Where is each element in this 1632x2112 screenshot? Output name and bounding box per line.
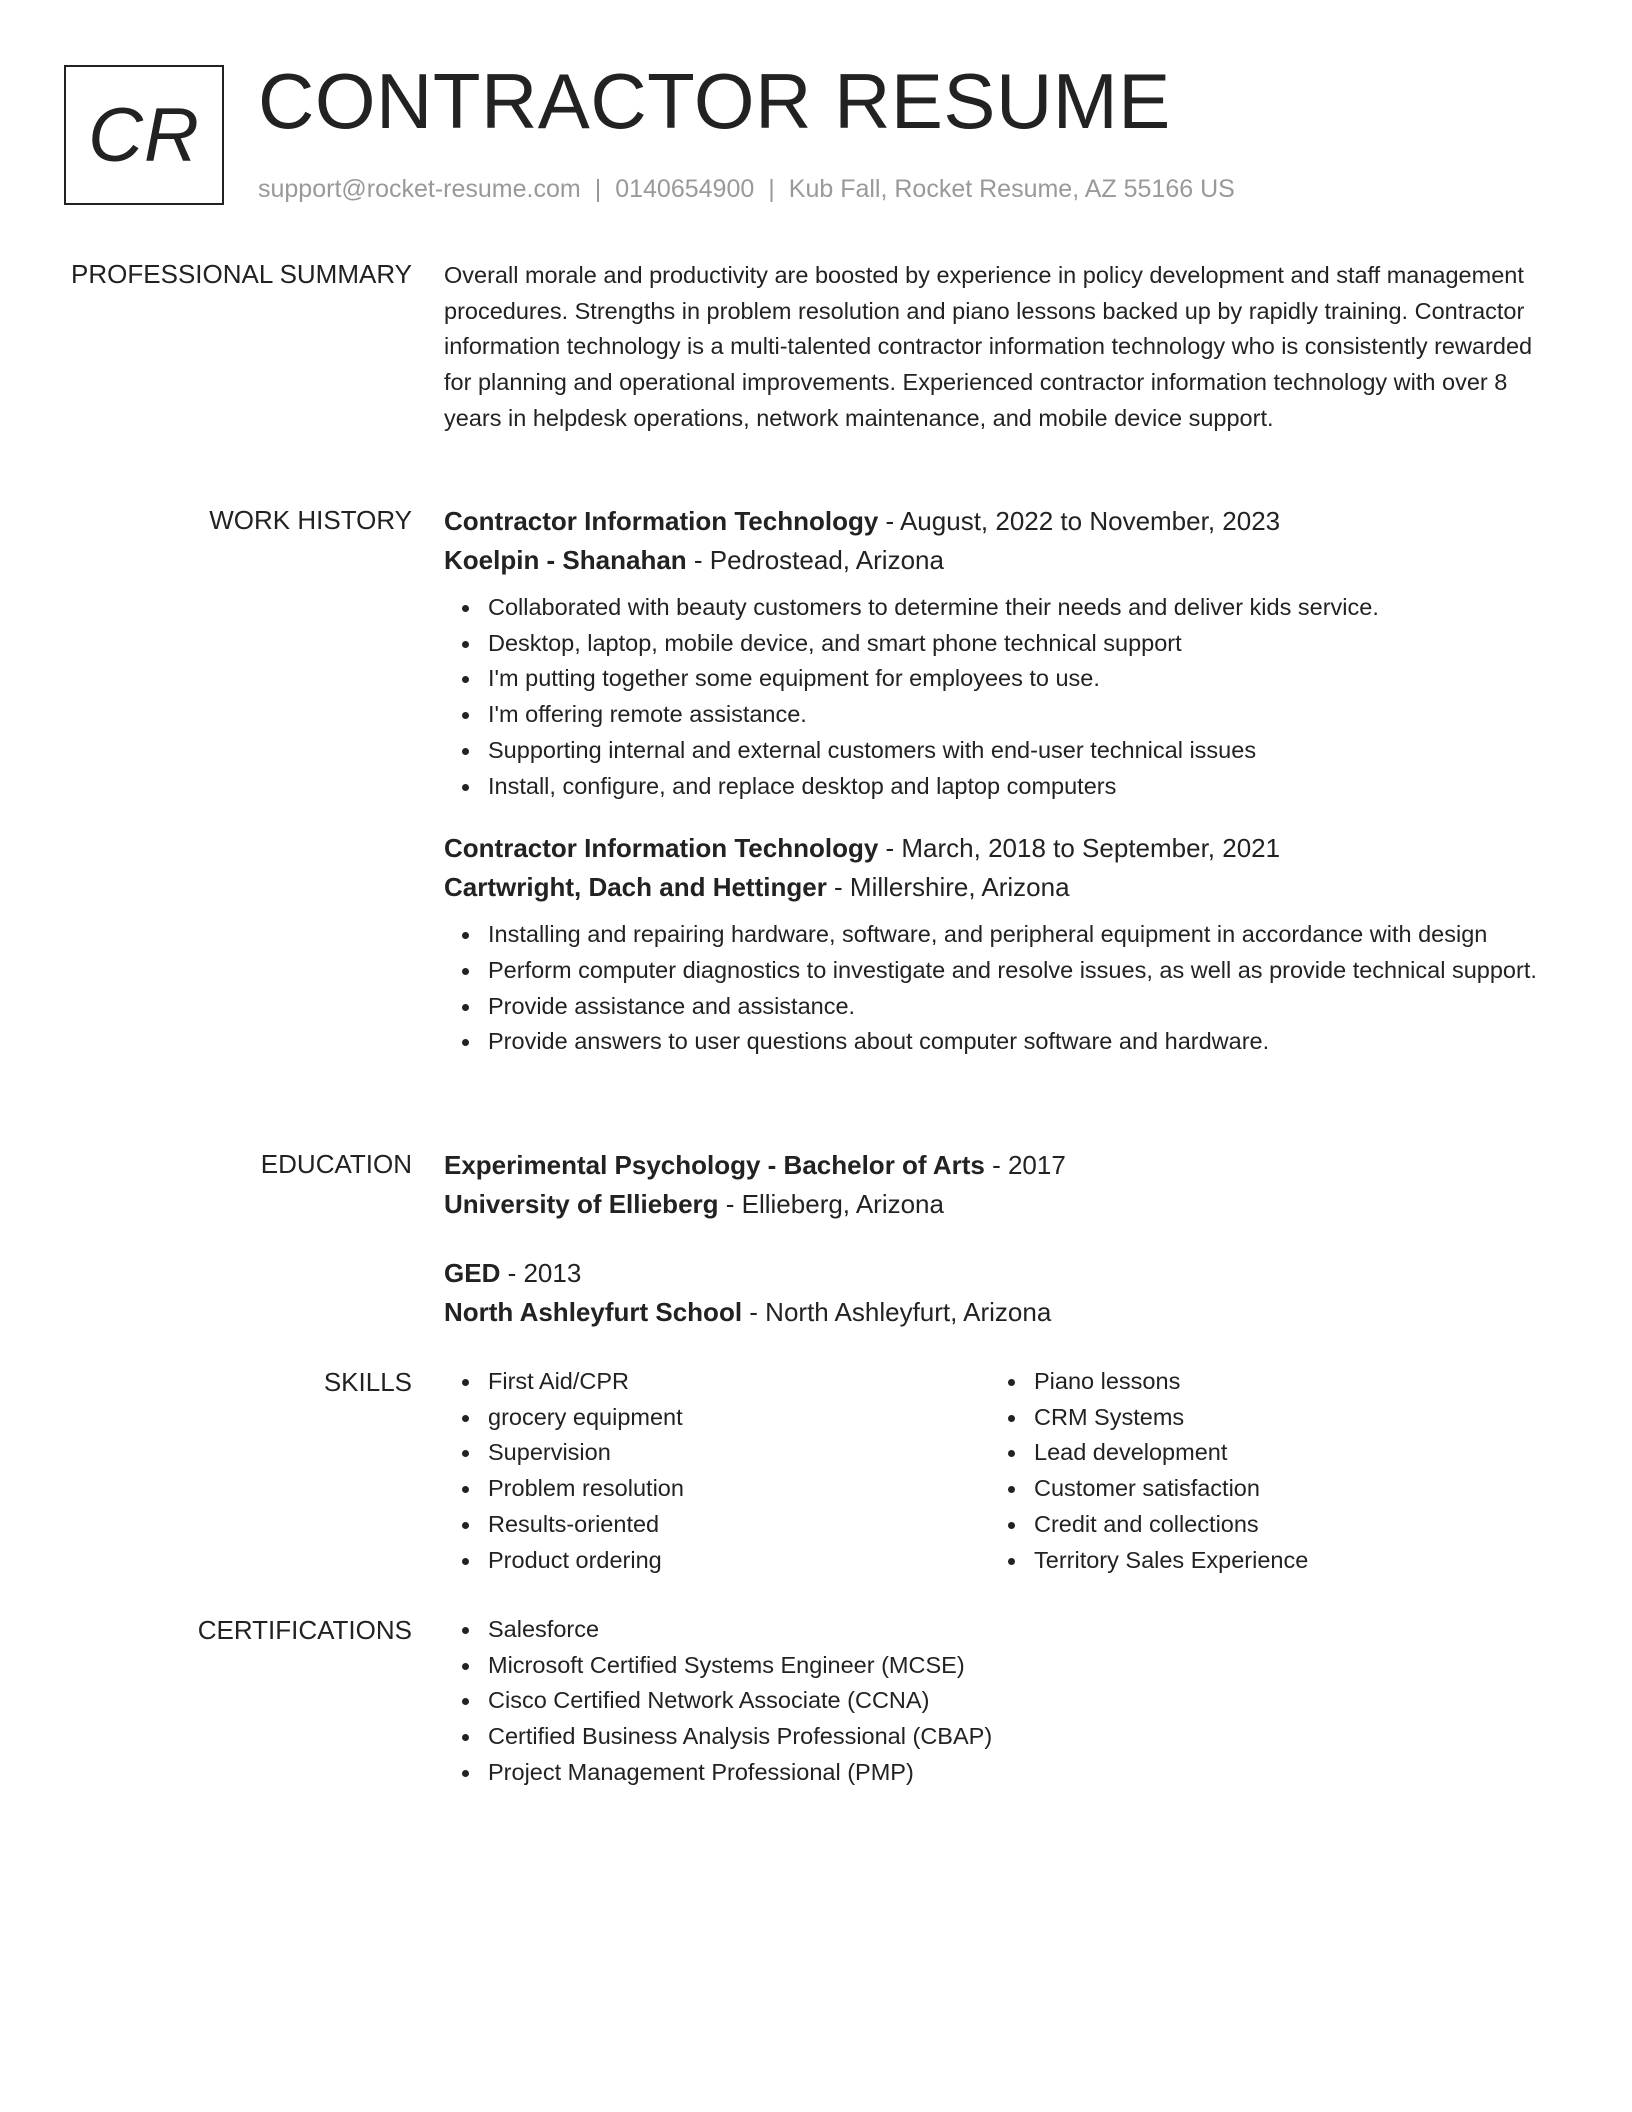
education-body [444,1146,1562,1362]
skill-item: CRM Systems [1034,1400,1536,1436]
skill-item: Product ordering [488,1543,990,1579]
summary-body [444,258,1562,437]
job-duty: I'm putting together some equipment for employees to use. [488,661,1562,697]
job-duty: Collaborated with beauty customers to determine their needs and deliver kids service. [488,590,1562,626]
job-title-line [444,829,1562,868]
skill-item: Supervision [488,1435,990,1471]
skill-item: Territory Sales Experience [1034,1543,1536,1579]
job-company-line [444,541,1562,580]
education-location: - North Ashleyfurt, Arizona [742,1297,1052,1327]
certifications-heading: CERTIFICATIONS [197,1615,412,1645]
education-heading: EDUCATION [260,1149,412,1179]
job-location: - Pedrostead, Arizona [686,545,944,575]
summary-text: Overall morale and productivity are boosted by experience in policy development and staff management procedures. Strengths in problem resolution and piano lessons backed up by rapidly training. Contractor information technology is a multi-talented contractor information technology who is consistently rewarded for planning and operational improvements. Experienced contractor information technology with over 8 years in helpdesk operations, network maintenance, and mobile device support. [444,262,1533,431]
job-duties-list [444,917,1562,1060]
education-degree: GED [444,1258,501,1288]
job-title: Contractor Information Technology [444,833,879,864]
skills-list-right [990,1364,1536,1578]
contact-phone: 0140654900 [615,175,755,203]
job-location: - Millershire, Arizona [826,872,1070,903]
skill-item: Customer satisfaction [1034,1471,1536,1507]
job-dates: - August, 2022 to November, 2023 [878,506,1281,536]
education-degree-line [444,1146,1562,1185]
job-title: Contractor Information Technology [444,506,879,536]
skill-item: Lead development [1034,1435,1536,1471]
certification-item: Salesforce [488,1612,1562,1648]
work-history-heading: WORK HISTORY [209,505,412,535]
work-history-body [444,502,1562,1085]
skills-list-left [444,1364,990,1578]
education-location: - Ellieberg, Arizona [718,1189,944,1219]
certification-item: Certified Business Analysis Professional (CBAP) [488,1719,1562,1755]
education-school-line [444,1185,1562,1224]
job-duty: Provide assistance and assistance. [488,989,1562,1025]
summary-heading: PROFESSIONAL SUMMARY [71,259,412,289]
job-entry [444,502,1562,804]
resume-title: CONTRACTOR RESUME [258,57,1171,145]
contact-email: support@rocket-resume.com [258,175,581,203]
education-school: North Ashleyfurt School [444,1297,743,1327]
skills-heading: SKILLS [323,1367,412,1397]
job-duty: Install, configure, and replace desktop and laptop computers [488,769,1562,805]
skill-item: Piano lessons [1034,1364,1536,1400]
job-duty: Provide answers to user questions about computer software and hardware. [488,1024,1562,1060]
contact-separator: | [768,175,775,203]
skills-columns [444,1364,1562,1578]
job-entry [444,829,1562,1060]
education-degree-line [444,1254,1562,1293]
skill-item: Results-oriented [488,1507,990,1543]
certification-item: Project Management Professional (PMP) [488,1755,1562,1791]
job-duty: Perform computer diagnostics to investigate and resolve issues, as well as provide technical support. [488,953,1562,989]
skill-item: First Aid/CPR [488,1364,990,1400]
job-title-line [444,502,1562,541]
education-degree: Experimental Psychology - Bachelor of Arts [444,1150,985,1180]
job-company-line [444,868,1562,907]
education-school: University of Ellieberg [444,1189,719,1219]
job-duty: Installing and repairing hardware, software, and peripheral equipment in accordance with design [488,917,1562,953]
skill-item: grocery equipment [488,1400,990,1436]
education-year: - 2017 [984,1150,1066,1180]
education-entry [444,1146,1562,1224]
job-company: Koelpin - Shanahan [444,545,687,575]
skills-body [444,1364,1562,1578]
job-duty: I'm offering remote assistance. [488,697,1562,733]
contact-line [258,173,1235,205]
certification-item: Microsoft Certified Systems Engineer (MCSE) [488,1648,1562,1684]
contact-address: Kub Fall, Rocket Resume, AZ 55166 US [788,175,1235,203]
skill-item: Problem resolution [488,1471,990,1507]
certifications-body [444,1612,1562,1791]
monogram-logo: CR [64,65,224,205]
contact-separator: | [594,175,602,203]
job-company: Cartwright, Dach and Hettinger [444,872,827,903]
education-school-line [444,1293,1562,1332]
education-entry [444,1254,1562,1332]
skill-item: Credit and collections [1034,1507,1536,1543]
job-duty: Supporting internal and external customers with end-user technical issues [488,733,1562,769]
job-duty: Desktop, laptop, mobile device, and smart phone technical support [488,626,1562,662]
certifications-list [444,1612,1562,1791]
education-year: - 2013 [500,1258,582,1288]
job-duties-list [444,590,1562,804]
job-dates: - March, 2018 to September, 2021 [878,833,1281,864]
certification-item: Cisco Certified Network Associate (CCNA) [488,1683,1562,1719]
